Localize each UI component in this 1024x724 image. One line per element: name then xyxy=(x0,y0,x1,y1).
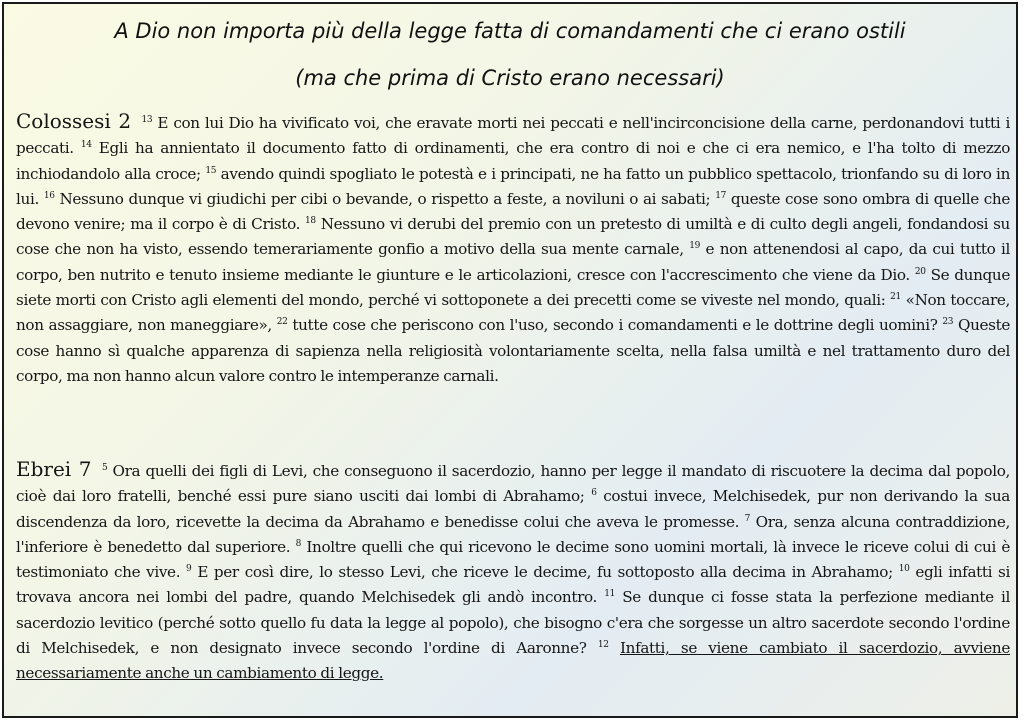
title-line-1: A Dio non importa più della legge fatta di comandamenti che ci erano ostili xyxy=(114,19,906,43)
ebrei-passage xyxy=(16,457,1010,687)
verse-text: Ora quelli dei figli di Levi, che conseguono il sacerdozio, hanno per legge il mandato di riscuotere la decima dal popolo, cioè dai loro fratelli, benché essi pure siano usciti dai lombi di Abrahamo; xyxy=(16,462,1010,506)
verse-text: E per così dire, lo stesso Levi, che riceve le decime, fu sottoposto alla decima in Abrahamo; xyxy=(197,563,893,582)
verse-text: Se dunque ci fosse stata la perfezione mediante il sacerdozio levitico (perché sotto quello fu data la legge al popolo), che bisogno c'era che sorgesse un altro sacerdote secondo l'ordine di Melchisedek, e non designato invece secondo l'ordine di Aaronne? xyxy=(16,588,1010,658)
verse-text: Egli ha annientato il documento fatto di ordinamenti, che era contro di noi e che ci era nemico, e l'ha tolto di mezzo inchiodandolo alla croce; xyxy=(16,139,1010,183)
verse-text: Nessuno dunque vi giudichi per cibi o bevande, o rispetto a feste, a noviluni o ai sabati; xyxy=(59,189,711,208)
verse-number: 10 xyxy=(898,564,910,575)
verse-number: 22 xyxy=(276,317,288,328)
verse-text: Se dunque siete morti con Cristo agli elementi del mondo, perché vi sottoponete a dei precetti come se viveste nel mondo, quali: xyxy=(16,265,1010,310)
verse-text: E con lui Dio ha vivificato voi, che eravate morti nei peccati e nell'incirconcisione della carne, perdonandovi tutti i peccati. xyxy=(16,114,1010,158)
verse-text: Queste cose hanno sì qualche apparenza di sapienza nella religiosità volontariamente scelta, nella falsa umiltà e nel trattamento duro del corpo, ma non hanno alcun valore contro le intemperanze carnali. xyxy=(16,316,1010,385)
verse-number: 19 xyxy=(689,241,700,252)
verse-text: e non attenendosi al capo, da cui tutto il corpo, ben nutrito e tenuto insieme mediante le giunture e le articolazioni, cresce con l'accrescimento che viene da Dio. xyxy=(16,240,1010,284)
verse-number: 23 xyxy=(942,317,954,328)
verse-text: costui invece, Melchisedek, pur non derivando la sua discendenza da loro, ricevette la decima da Abrahamo e benedisse colui che aveva le promesse. xyxy=(16,487,1010,531)
verse-number: 17 xyxy=(715,190,726,201)
verse-text: tutte cose che periscono con l'uso, secondo i comandamenti e le dottrine degli uomini? xyxy=(292,316,938,335)
verse-number: 16 xyxy=(43,190,55,201)
title-line-2: (ma che prima di Cristo erano necessari) xyxy=(295,66,725,90)
verse-number: 14 xyxy=(80,140,92,151)
verse-number: 9 xyxy=(186,564,192,575)
verse-number: 21 xyxy=(890,292,901,303)
verse-text: Ora, senza alcuna contraddizione, l'inferiore è benedetto dal superiore. xyxy=(16,512,1010,556)
verse-number: 15 xyxy=(205,165,217,176)
ebrei-reference: Ebrei 7 xyxy=(16,457,92,481)
verse-number: 8 xyxy=(295,538,301,549)
document-page xyxy=(2,2,1018,718)
verse-text: Inoltre quelli che qui ricevono le decime sono uomini mortali, là invece le riceve colui di cui è testimoniato che vive. xyxy=(16,537,1010,582)
verse-number: 11 xyxy=(604,589,615,600)
verse-number: 12 xyxy=(597,640,609,651)
verse-text-underlined: Infatti, se viene cambiato il sacerdozio, avviene necessariamente anche un cambiamento di legge. xyxy=(16,639,1010,683)
colossesi-passage xyxy=(16,109,1010,389)
verse-text: egli infatti si trovava ancora nei lombi del padre, quando Melchisedek gli andò incontro. xyxy=(16,563,1010,607)
verse-text: avendo quindi spogliato le potestà e i principati, ne ha fatto un pubblico spettacolo, trionfando su di loro in lui. xyxy=(16,164,1011,208)
verse-number: 5 xyxy=(101,463,108,473)
verse-text: «Non toccare, non assaggiare, non maneggiare», xyxy=(16,291,1010,335)
verse-text: queste cose sono ombra di quelle che devono venire; ma il corpo è di Cristo. xyxy=(16,189,1010,234)
verse-number: 18 xyxy=(305,216,316,227)
verse-number: 6 xyxy=(591,488,597,499)
verse-number: 7 xyxy=(744,513,751,524)
verse-number: 13 xyxy=(141,115,153,125)
verse-number: 20 xyxy=(914,266,926,277)
colossesi-reference: Colossesi 2 xyxy=(16,109,132,133)
verse-text: Nessuno vi derubi del premio con un pretesto di umiltà e di culto degli angeli, fondandosi su cose che non ha visto, essendo temerariamente gonfio a motivo della sua mente carnale, xyxy=(16,215,1010,259)
